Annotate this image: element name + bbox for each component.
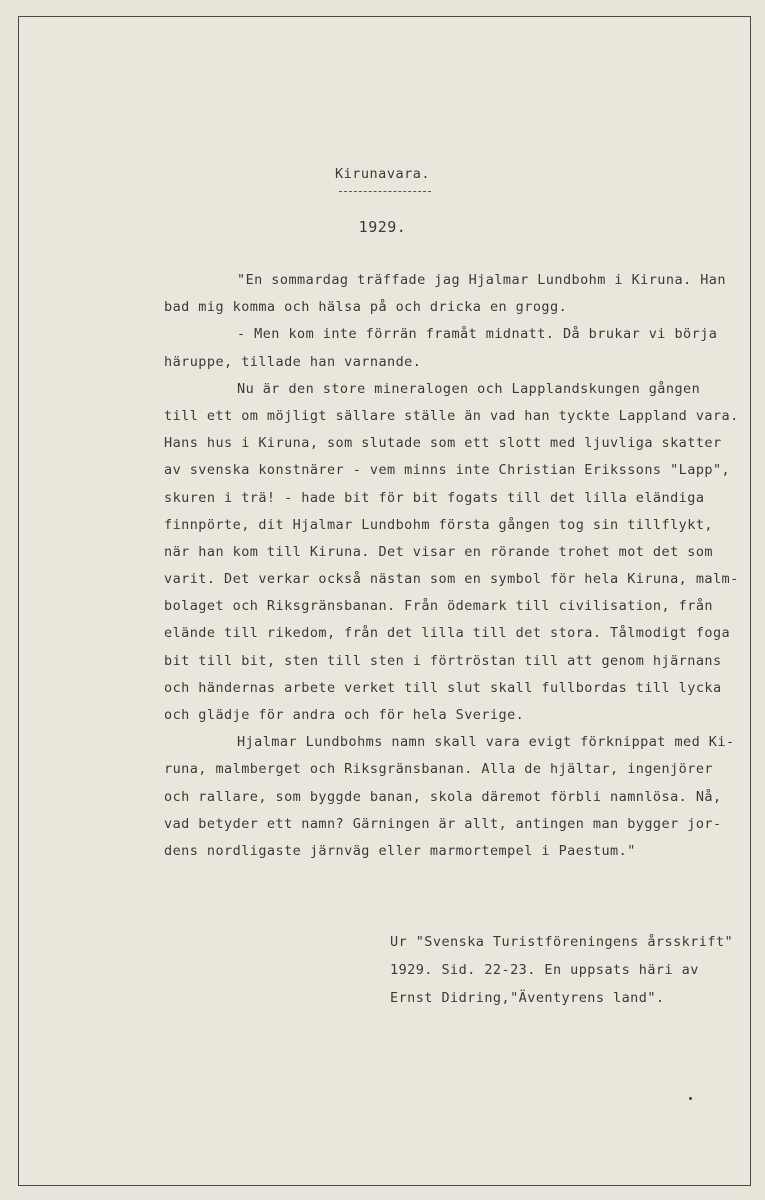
source-line: Ur "Svenska Turistföreningens årsskrift" (390, 934, 734, 950)
body-line: varit. Det verkar också nästan som en symbol för hela Kiruna, malm- (164, 571, 739, 588)
body-line: runa, malmberget och Riksgränsbanan. Alla de hjältar, ingenjörer (164, 761, 713, 778)
body-line: "En sommardag träffade jag Hjalmar Lundbohm i Kiruna. Han (237, 272, 726, 288)
body-line: till ett om möjligt sällare ställe än vad han tyckte Lappland vara. (164, 407, 739, 424)
body-line: elände till rikedom, från det lilla till det stora. Tålmodigt foga (164, 625, 731, 642)
title-underline (339, 191, 431, 192)
body-line: Hans hus i Kiruna, som slutade som ett slott med ljuvliga skatter (164, 435, 722, 452)
body-line: Nu är den store mineralogen och Lapplandskungen gången (237, 380, 701, 397)
body-line: dens nordligaste järnväg eller marmortempel i Paestum." (164, 842, 636, 859)
body-line: bolaget och Riksgränsbanan. Från ödemark till civilisation, från (164, 598, 713, 615)
source-line: Ernst Didring,"Äventyrens land". (390, 990, 665, 1006)
body-line: vad betyder ett namn? Gärningen är allt, antingen man bygger jor- (164, 815, 722, 832)
body-text (164, 267, 739, 865)
body-line: häruppe, tillade han varnande. (164, 353, 422, 370)
body-line: finnpörte, dit Hjalmar Lundbohm första gången tog sin tillflykt, (164, 516, 713, 533)
ink-dot-mark (689, 1097, 692, 1100)
source-line: 1929. Sid. 22-23. En uppsats häri av (390, 962, 699, 978)
body-line: - Men kom inte förrän framåt midnatt. Då brukar vi börja (237, 326, 718, 343)
body-line: av svenska konstnärer - vem minns inte Christian Erikssons "Lapp", (164, 462, 731, 479)
document-year: 1929. (358, 218, 407, 236)
body-line: och händernas arbete verket till slut skall fullbordas till lycka (164, 679, 722, 696)
body-line: Hjalmar Lundbohms namn skall vara evigt förknippat med Ki- (237, 734, 735, 751)
body-line: och glädje för andra och för hela Sverige. (164, 707, 525, 723)
document-title: Kirunavara. (335, 166, 430, 182)
body-line: skuren i trä! - hade bit för bit fogats till det lilla eländiga (164, 489, 705, 506)
body-line: och rallare, som byggde banan, skola däremot förbli namnlösa. Nå, (164, 788, 722, 805)
source-citation (390, 928, 750, 1012)
body-line: bit till bit, sten till sten i förtröstan till att genom hjärnans (164, 652, 722, 669)
body-line: bad mig komma och hälsa på och dricka en grogg. (164, 299, 568, 316)
body-line: när han kom till Kiruna. Det visar en rörande trohet mot det som (164, 543, 713, 560)
